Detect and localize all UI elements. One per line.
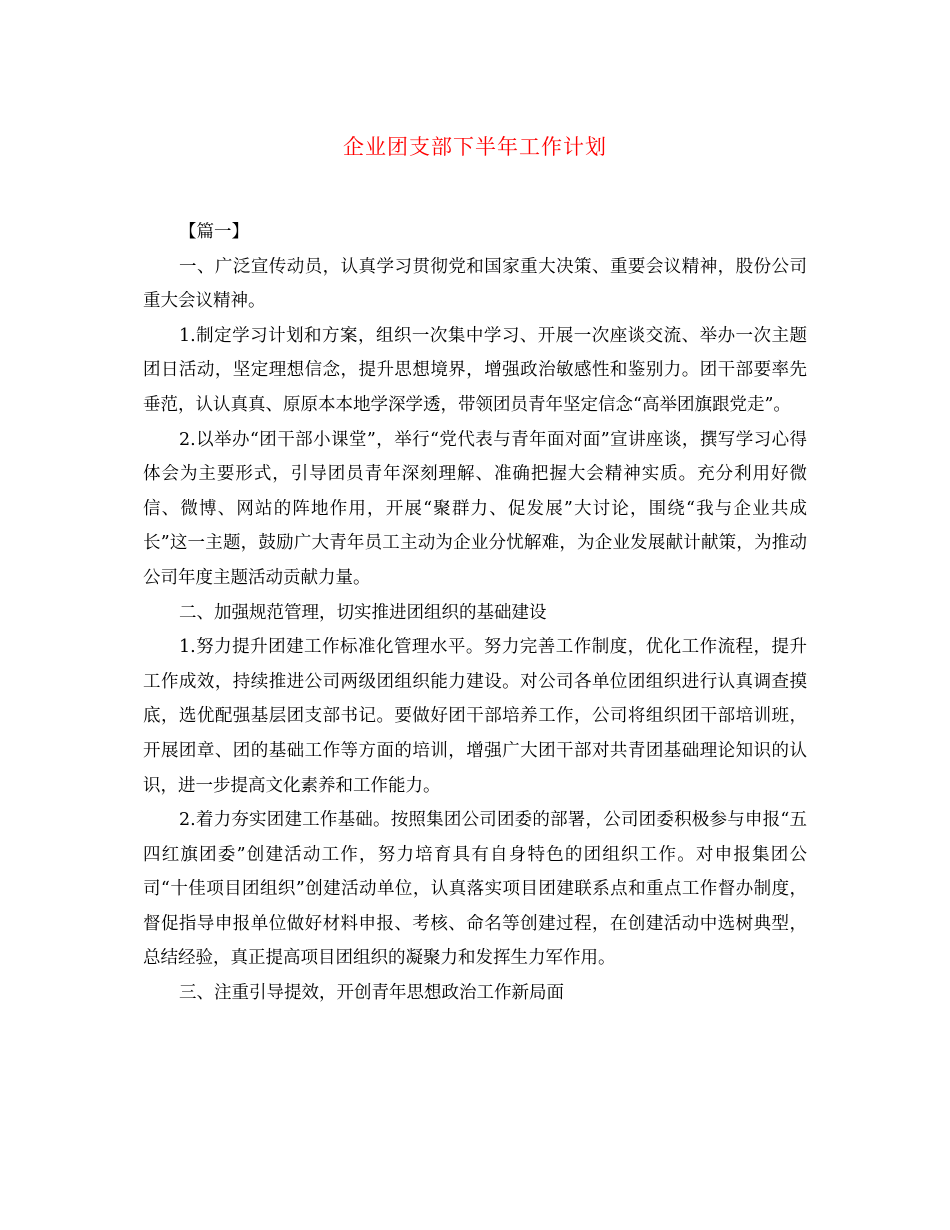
paragraph-1-2: 2.以举办“团干部小课堂”，举行“党代表与青年面对面”宣讲座谈，撰写学习心得体会为主要形式，引导团员青年深刻理解、准确把握大会精神实质。充分利用好微信、微博、网站的阵地作用，开展“聚群力、促发展”大讨论，围绕“我与企业共成长”这一主题，鼓励广大青年员工主动为企业分忧解难，为企业发展献计献策，为推动公司年度主题活动贡献力量。: [143, 429, 807, 588]
section-heading-1: 一、广泛宣传动员，认真学习贯彻党和国家重大决策、重要会议精神，股份公司重大会议精神。: [143, 256, 807, 312]
document-body: [143, 215, 807, 1011]
paragraph-1-1: 1.制定学习计划和方案，组织一次集中学习、开展一次座谈交流、举办一次主题团日活动，坚定理想信念，提升思想境界，增强政治敏感性和鉴别力。团干部要率先垂范，认认真真、原原本本地学深学透，带领团员青年坚定信念“高举团旗跟党走”。: [143, 325, 807, 415]
section-heading-3: 三、注重引导提效，开创青年思想政治工作新局面: [179, 983, 564, 1004]
section-heading-2: 二、加强规范管理，切实推进团组织的基础建设: [179, 602, 547, 623]
section-label: 【篇一】: [179, 222, 249, 242]
paragraph-2-1: 1.努力提升团建工作标准化管理水平。努力完善工作制度，优化工作流程，提升工作成效，持续推进公司两级团组织能力建设。对公司各单位团组织进行认真调查摸底，选优配强基层团支部书记。要做好团干部培养工作，公司将组织团干部培训班，开展团章、团的基础工作等方面的培训，增强广大团干部对共青团基础理论知识的认识，进一步提高文化素养和工作能力。: [143, 637, 807, 796]
paragraph-2-2: 2.着力夯实团建工作基础。按照集团公司团委的部署，公司团委积极参与申报“五四红旗团委”创建活动工作，努力培育具有自身特色的团组织工作。对申报集团公司“十佳项目团组织”创建活动单位，认真落实项目团建联系点和重点工作督办制度，督促指导申报单位做好材料申报、考核、命名等创建过程，在创建活动中选树典型，总结经验，真正提高项目团组织的凝聚力和发挥生力军作用。: [143, 810, 807, 969]
document-title: 企业团支部下半年工作计划: [343, 135, 607, 159]
